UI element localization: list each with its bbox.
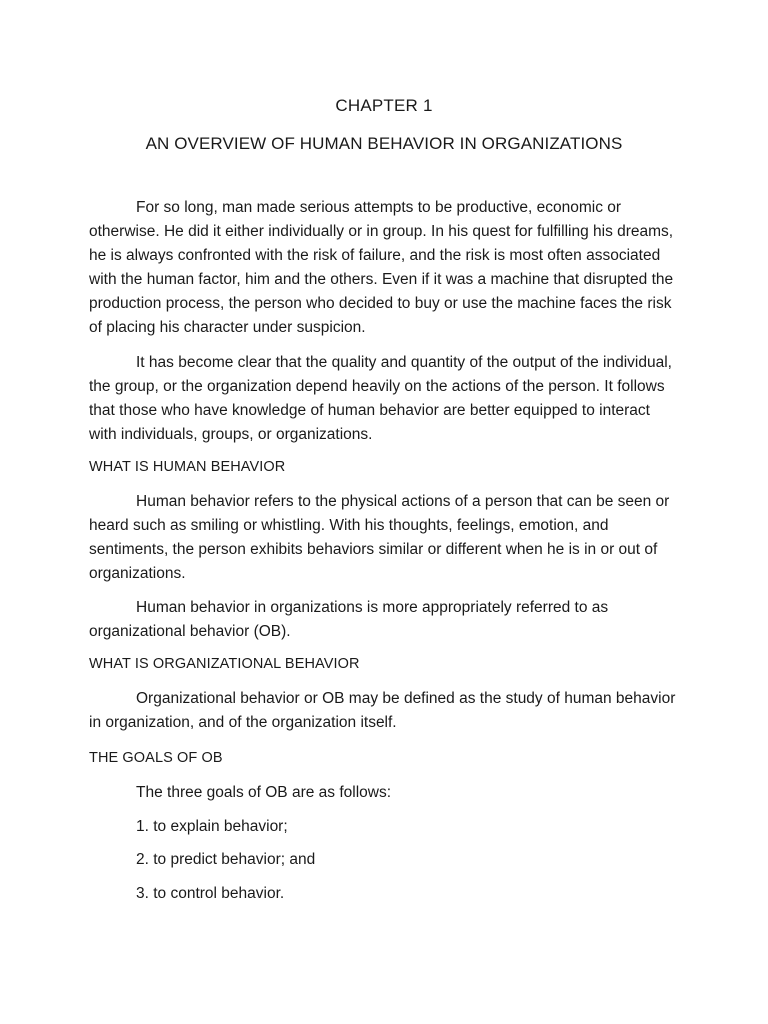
section-heading-human-behavior: WHAT IS HUMAN BEHAVIOR xyxy=(89,459,286,475)
goals-intro-paragraph: The three goals of OB are as follows: xyxy=(136,784,392,801)
organizational-behavior-paragraph: Organizational behavior or OB may be defined as the study of human behavior in organization, and of the organization itself. xyxy=(89,690,676,731)
goal-list-item: 2. to predict behavior; and xyxy=(136,851,316,868)
section-heading-organizational-behavior: WHAT IS ORGANIZATIONAL BEHAVIOR xyxy=(89,656,360,672)
chapter-title: AN OVERVIEW OF HUMAN BEHAVIOR IN ORGANIZATIONS xyxy=(145,134,623,153)
intro-paragraph-2: It has become clear that the quality and quantity of the output of the individual, the group, or the organization depend heavily on the actions of the person. It follows that those who have knowledge of human behavior are better equipped to interact with individuals, groups, or organizations. xyxy=(89,354,672,443)
intro-paragraph-1: For so long, man made serious attempts to be productive, economic or otherwise. He did it either individually or in group. In his quest for fulfilling his dreams, he is always confronted with the risk of failure, and the risk is most often associated with the human factor, him and the others. Even if it was a machine that disrupted the production process, the person who decided to buy or use the machine faces the risk of placing his character under suspicion. xyxy=(89,199,674,336)
section-heading-goals-of-ob: THE GOALS OF OB xyxy=(89,750,223,766)
goal-list-item: 3. to control behavior. xyxy=(136,885,285,902)
human-behavior-paragraph-2: Human behavior in organizations is more appropriately referred to as organizational behavior (OB). xyxy=(89,599,609,640)
human-behavior-paragraph-1: Human behavior refers to the physical actions of a person that can be seen or heard such as smiling or whistling. With his thoughts, feelings, emotion, and sentiments, the person exhibits behaviors similar or different when he is in or out of organizations. xyxy=(89,493,670,582)
goal-list-item: 1. to explain behavior; xyxy=(136,818,288,835)
chapter-label: CHAPTER 1 xyxy=(335,96,433,115)
